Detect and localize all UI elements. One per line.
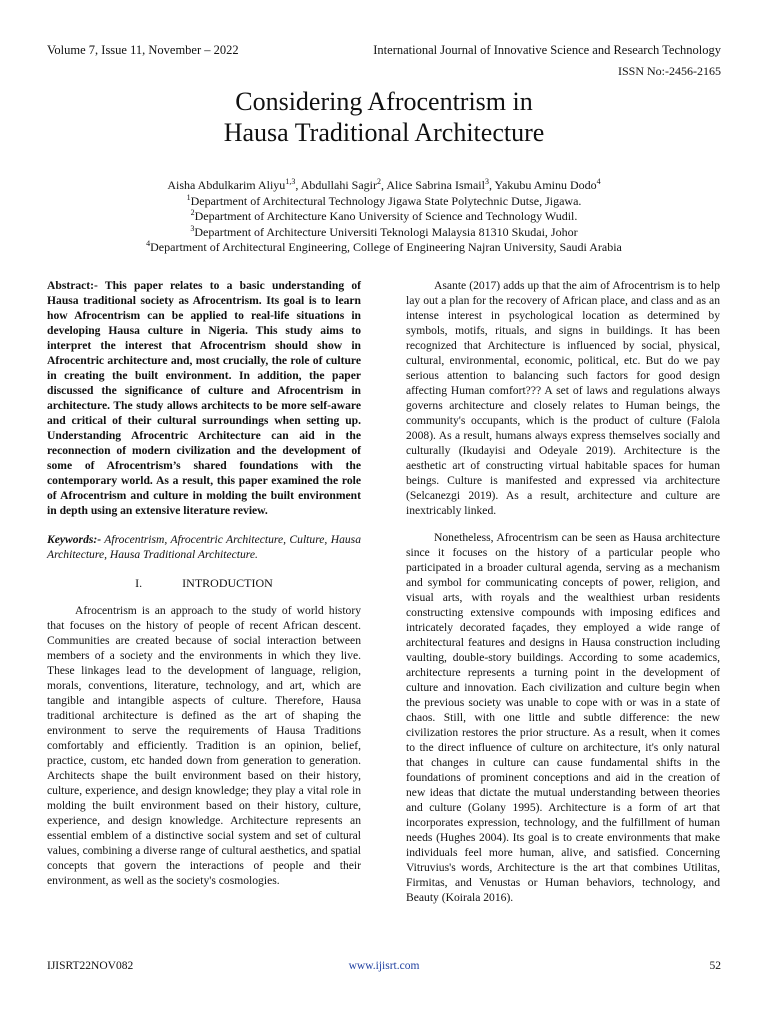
affiliation xyxy=(0,225,768,241)
affiliation-text: Department of Architecture Universiti Teknologi Malaysia 81310 Skudai, Johor xyxy=(194,224,578,239)
left-column xyxy=(47,278,361,888)
affiliation-sup: 3 xyxy=(190,223,195,233)
paper-code: IJISRT22NOV082 xyxy=(47,960,134,972)
author-name: Abdullahi Sagir xyxy=(300,178,377,192)
abstract: Abstract:- This paper relates to a basic understanding of Hausa traditional society as Afrocentrism. Its goal is to learn how Afrocentrism can be applied to real-life situations in developing Hausa culture in Nigeria. This study aims to interpret the interest that Afrocentrism should show in Afrocentric architecture and, most crucially, the role of culture in creating the built environment. In addition, the paper discussed the significance of culture and Afrocentrism in architecture. The study allows architects to be more self-aware and critical of their cultural surroundings when setting up. Understanding Afrocentric Architecture can aid in the reconnection of modern civilization and the development of some of Afrocentrism’s shared foundations with the contemporary world. As a result, this paper examined the role of Afrocentrism and culture in molding the built environment in depth using an extensive literature review. xyxy=(47,279,361,517)
section-number: I. xyxy=(135,576,143,590)
right-column xyxy=(406,278,720,905)
affiliation-sup: 4 xyxy=(146,239,151,248)
author-sup: 1,3 xyxy=(285,177,296,186)
intro-paragraph: Afrocentrism is an approach to the study of world history that focuses on the history of people of recent African descent. Communities are created because of social interaction between members of a society and the environments in which they live. These linkages lead to the development of language, religion, morals, conventions, literature, technology, and art, which are tangible and intangible aspects of culture. Therefore, Hausa traditional architecture is defined as the art of shaping the environment to serve the requirements of Hausa Traditions comfortably and efficiently. Tradition is an opinion, belief, practice, custom, etc handed down from generation to generation. Architects shape the built environment based on their history, culture, experience, and design knowledge; they play a vital role in molding the built environment based on their history, culture, experience, and design knowledge. Architecture represents an essential emblem of a distinctive social system and set of cultural values, combining a diverse range of cultural aesthetics, and spatial concepts that govern the interactions of people and their environment, as well as the society's cosmologies. xyxy=(47,604,361,887)
author-sep: , xyxy=(295,178,301,192)
keywords-label: Keywords:- xyxy=(47,533,102,546)
author-sep: , xyxy=(488,178,495,192)
journal-name: International Journal of Innovative Science and Research Technology xyxy=(373,43,721,57)
paper-title xyxy=(0,86,768,148)
affiliation-sup: 2 xyxy=(190,208,195,217)
affiliation-text: Department of Architectural Technology Jigawa State Polytechnic Dutse, Jigawa. xyxy=(190,193,582,208)
body-paragraph: Asante (2017) adds up that the aim of Afrocentrism is to help lay out a plan for the recovery of African place, and class and as an intense interest in psychological location as determined by symbols, motifs, rituals, and signs in buildings. It has been recognized that Architecture is influenced by social, physical, cultural, environmental, economic, political, etc. But do we pay serious attention to balancing such factors for good design affecting Human comfort??? A set of laws and regulations always governs architecture and closely relates to Human beings, the community's occupants, which is the product of culture (Falola 2008). As a result, humans always express themselves socially and culturally (Ikudayisi and Odeyale 2019). Architecture is the aesthetic art of constructing virtual habitable spaces for human beings. Culture is manifested and expressed via architecture (Selcanezgi 2019). As a result, architecture and culture are inextricably linked. xyxy=(406,279,720,517)
author-name: Alice Sabrina Ismail xyxy=(386,178,485,192)
affiliation-sup: 1 xyxy=(186,192,191,202)
affiliation-text: Department of Architectural Engineering, College of Engineering Najran University, Saudi Arabia xyxy=(150,240,622,254)
section-heading xyxy=(47,576,361,591)
author-names xyxy=(0,178,768,194)
author-name: Aisha Abdulkarim Aliyu xyxy=(167,178,286,192)
author-sup: 4 xyxy=(596,177,601,186)
author-name: Yakubu Aminu Dodo xyxy=(494,178,597,192)
author-sup: 3 xyxy=(484,177,489,186)
affiliation xyxy=(0,209,768,225)
journal-website-link[interactable]: www.ijisrt.com xyxy=(348,960,420,972)
title-line-1: Considering Afrocentrism in xyxy=(235,87,533,116)
affiliation xyxy=(0,194,768,210)
title-line-2: Hausa Traditional Architecture xyxy=(223,118,545,147)
author-block xyxy=(0,178,768,256)
affiliation xyxy=(0,240,768,256)
issn: ISSN No:-2456-2165 xyxy=(617,64,721,78)
keywords xyxy=(47,532,361,562)
affiliation-text: Department of Architecture Kano University of Science and Technology Wudil. xyxy=(194,209,578,223)
keywords-text: Afrocentrism, Afrocentric Architecture, Culture, Hausa Architecture, Hausa Traditional Architecture. xyxy=(47,533,361,561)
body-paragraph: Nonetheless, Afrocentrism can be seen as Hausa architecture since it focuses on the history of a particular people who participated in a broader cultural agenda, serving as a mechanism and symbol for communicating concepts of power, religion, and visual arts, with royals and the wealthiest urban residents constructing extensive compounds with imposing edifices and intricately decorated façades, they employed a wide range of architectural features and designs in Hausa construction including vaulting, double-story buildings. According to some academics, architecture represents a turning point in the development of culture and innovation. Each civilization and culture begin when the previous society was unable to cope with or was in a state of chaos. Still, with one little and subtle difference: the new civilization restores the prior structure. As a result, when it comes to the direct influence of culture on architecture, it's only natural that changes in culture can cause fundamental shifts in the foundations of prominent conceptions and aid in the creation of new ideas that dictate the mutual understanding between theories and culture (Golany 1995). Architecture is a form of art that incorporates expression, technology, and the fulfillment of human needs (Hughes 2004). Its goal is to create environments that make individuals feel more human, alive, and satisfied. Concerning Vitruvius's words, Architecture is the art that combines Utilitas, Firmitas, and Venustas or Human behaviors, technology, and Beauty (Koirala 2016). xyxy=(406,531,720,904)
page-number: 52 xyxy=(709,960,721,972)
volume-issue: Volume 7, Issue 11, November – 2022 xyxy=(47,43,239,57)
section-title: INTRODUCTION xyxy=(182,576,273,590)
author-sup: 2 xyxy=(376,177,381,186)
author-sep: , xyxy=(380,178,387,192)
